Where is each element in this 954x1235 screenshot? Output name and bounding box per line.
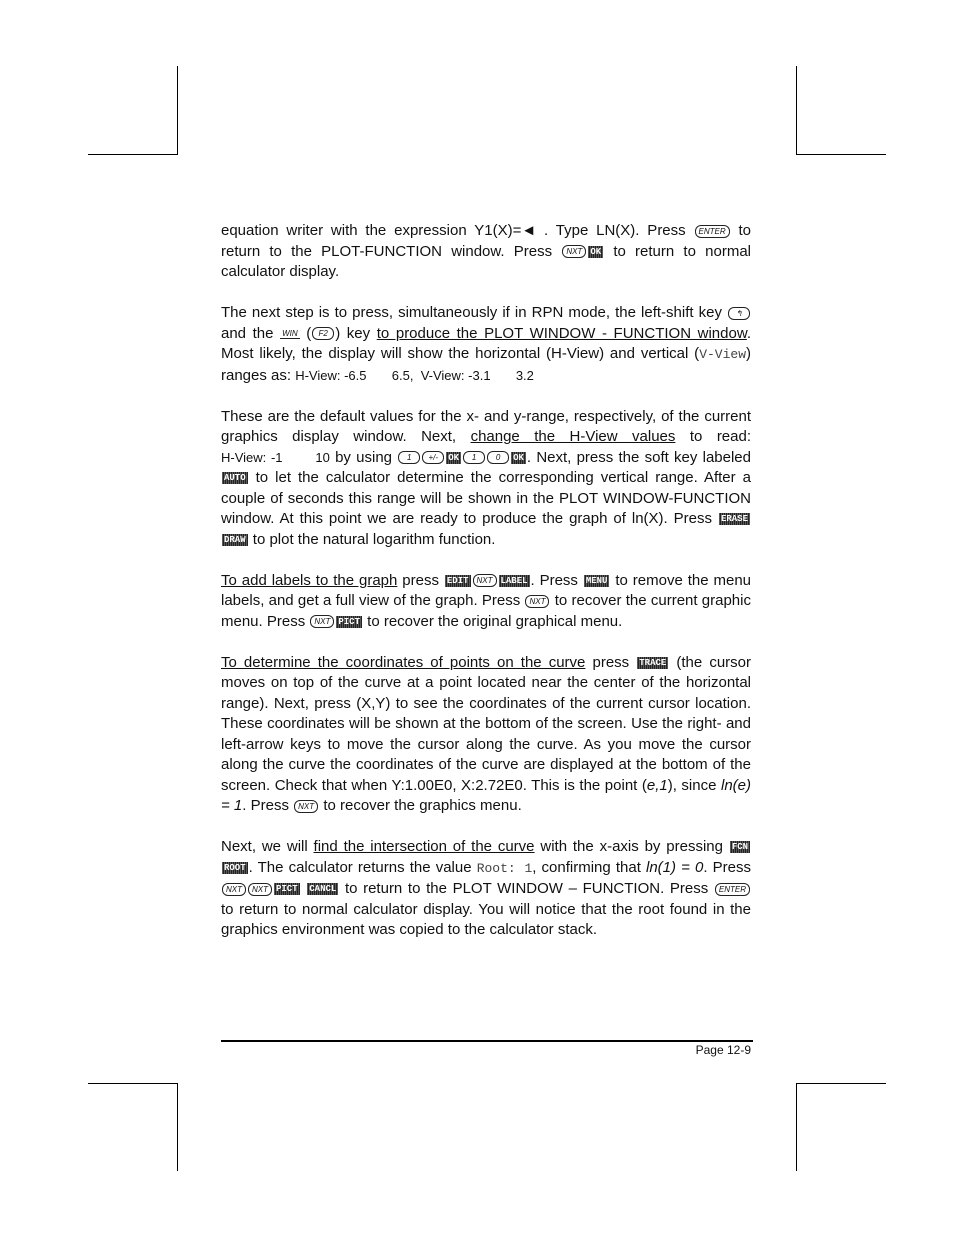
enter-key-icon: ENTER: [695, 225, 730, 238]
root-softkey-icon: ROOT: [224, 862, 246, 873]
footer-rule: [221, 1040, 753, 1042]
ok-softkey-icon: OK: [513, 452, 524, 463]
add-labels-text: To add labels to the graph: [221, 571, 398, 589]
erase-softkey-icon: ERASE: [720, 514, 748, 525]
enter-key-icon: ENTER: [715, 883, 750, 896]
cancl-softkey-icon: CANCL: [309, 884, 337, 895]
crop-mark-br-horizontal: [796, 1083, 886, 1084]
one-key-icon: 1: [398, 451, 420, 464]
one-key-icon: 1: [463, 451, 485, 464]
nxt-key-icon: NXT: [310, 615, 334, 628]
label-softkey-icon: LABEL: [500, 575, 528, 586]
paragraph-3: These are the default values for the x- and y-range, respectively, of the current graphics display window. Next, change the H-View values to read: H-View: -1 10 by using 1 +/- OK 1 0 OK . Next, press the soft key labeled AUTO to let the calculator determine the corresponding vertical range. After a couple of seconds this range will be shown in the PLOT WINDOW-FUNCTION window. At this point we are ready to produce the graph of ln(X). Press ERASE DRAW to plot the natural logarithm function.: [221, 407, 752, 548]
paragraph-5: To determine the coordinates of points on the curve press TRACE (the cursor moves on top of the curve at a point located near the center of the horizontal range). Next, press (X,Y) to see the coordinates of the current cursor location. These coordinates will be shown at the bottom of the screen. Use the right- and left-arrow keys to move the cursor along the curve. As you move the cursor along the curve the coordinates of the curve are displayed at the bottom of the screen. Check that when Y:1.00E0, X:2.72E0. This is the point (e,1), since ln(e) = 1. Press NXT to recover the graphics menu.: [221, 653, 751, 814]
plot-window-link-text: to produce the PLOT WINDOW - FUNCTION window: [376, 324, 747, 342]
crop-mark-br-vertical: [796, 1083, 797, 1171]
paragraph-6: Next, we will find the intersection of the curve with the x-axis by pressing FCN ROOT . The calculator returns the value Root: 1, confirming that ln(1) = 0. Press NXT NXT PICT CANCL to return to the PLOT WINDOW – FUNCTION. Press ENTER to return to normal calculator display. You will notice that the root found in the graphics environment was copied to the calculator stack.: [221, 838, 751, 938]
pict-softkey-icon: PICT: [338, 616, 360, 627]
nxt-key-icon: NXT: [525, 595, 549, 608]
crop-mark-tl-vertical: [177, 66, 178, 154]
crop-mark-bl-vertical: [177, 1083, 178, 1171]
f2-key-icon: F2: [312, 327, 334, 340]
crop-mark-tl-horizontal: [88, 154, 178, 155]
draw-softkey-icon: DRAW: [224, 534, 246, 545]
paragraph-4: To add labels to the graph press EDIT NXT LABEL . Press MENU to remove the menu labels, and get a full view of the graph. Press NXT to recover the current graphic menu. Press NXT PICT to recover the original graphical menu.: [221, 571, 752, 630]
crop-mark-tr-vertical: [796, 66, 797, 154]
ok-softkey-icon: OK: [448, 452, 460, 463]
paragraph-1: equation writer with the expression Y1(X)=◄ . Type LN(X). Press ENTER to return to the PLOT-FUNCTION window. Press NXT OK to return to normal calculator display.: [221, 222, 751, 280]
pict-softkey-icon: PICT: [276, 884, 298, 895]
find-intersection-text: find the intersection of the curve: [313, 838, 535, 855]
nxt-key-icon: NXT: [294, 800, 318, 813]
body-text: [221, 221, 751, 961]
default-ranges: H-View: -6.5 6.5, V-View: -3.1 3.2: [295, 367, 534, 383]
determine-coordinates-text: To determine the coordinates of points on the curve: [221, 653, 586, 671]
change-hview-text: change the H-View values: [470, 428, 676, 445]
win-label-icon: WIN: [282, 328, 298, 338]
plusminus-key-icon: +/-: [422, 451, 444, 464]
zero-key-icon: 0: [487, 451, 509, 464]
ok-softkey-icon: OK: [590, 246, 602, 257]
fcn-softkey-icon: FCN: [731, 842, 749, 853]
trace-softkey-icon: TRACE: [639, 657, 667, 668]
root-value: Root: 1: [476, 860, 533, 876]
auto-softkey-icon: AUTO: [224, 473, 246, 484]
page-number: Page 12-9: [695, 1043, 751, 1057]
left-shift-key-icon: ↰: [728, 307, 750, 320]
menu-softkey-icon: MENU: [585, 575, 608, 586]
crop-mark-bl-horizontal: [88, 1083, 178, 1084]
nxt-key-icon: NXT: [562, 245, 586, 258]
nxt-key-icon: NXT: [222, 883, 246, 896]
nxt-key-icon: NXT: [473, 574, 497, 587]
paragraph-2: The next step is to press, simultaneously if in RPN mode, the left-shift key ↰ and the WIN ( F2 ) key to produce the PLOT WINDOW - FUNCTION window. Most likely, the display will show the horizontal (H-View) and vertical (V-View) ranges as: H-View: -6.5 6.5, V-View: -3.1 3.2: [221, 304, 752, 384]
crop-mark-tr-horizontal: [796, 154, 886, 155]
new-hview-range: H-View: -1 10: [221, 449, 330, 465]
edit-softkey-icon: EDIT: [446, 575, 469, 586]
nxt-key-icon: NXT: [248, 883, 272, 896]
